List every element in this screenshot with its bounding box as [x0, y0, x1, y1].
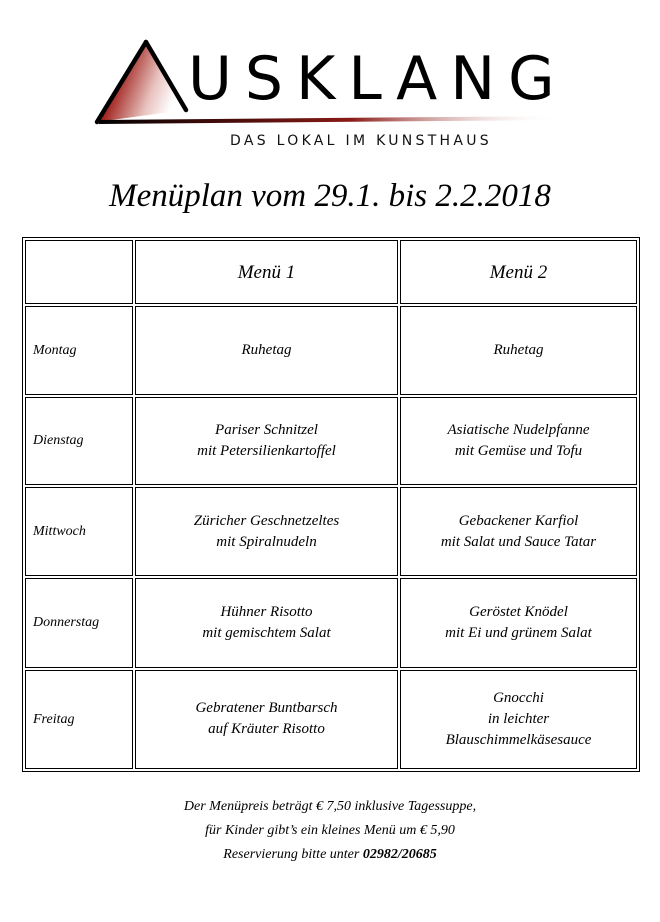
kids-price-line: für Kinder gibt’s ein kleines Menü um € 5,90: [205, 823, 455, 838]
dish-line: Asiatische Nudelpfanne: [447, 421, 590, 438]
logo: [0, 0, 660, 160]
dish-line: mit gemischtem Salat: [202, 624, 331, 641]
dish-line: Ruhetag: [241, 341, 292, 358]
table-row: [25, 306, 637, 394]
logo-tagline: DAS LOKAL IM KUNSTHAUS: [230, 133, 492, 149]
menu2-cell: [400, 306, 637, 394]
menu2-cell: [400, 670, 637, 769]
day-cell: Dienstag: [25, 397, 133, 485]
dish-line: mit Spiralnudeln: [216, 533, 317, 550]
reservation-line: [0, 843, 660, 867]
price-line: Der Menüpreis beträgt € 7,50 inklusive Tagessuppe,: [183, 799, 477, 814]
table-header-cell: [25, 240, 133, 304]
phone-number: 02982/20685: [362, 847, 437, 862]
dish-line: mit Petersilienkartoffel: [197, 442, 336, 459]
dish-line: mit Ei und grünem Salat: [445, 624, 592, 641]
menu1-cell: [135, 670, 398, 769]
page-title: Menüplan vom 29.1. bis 2.2.2018: [109, 178, 551, 214]
menu1-cell: [135, 487, 398, 576]
table-row: [25, 397, 637, 485]
dish-line: Gebratener Buntbarsch: [195, 700, 338, 717]
menu2-cell: [400, 397, 637, 485]
day-cell: Donnerstag: [25, 578, 133, 667]
table-row: [25, 578, 637, 667]
day-cell: Montag: [25, 306, 133, 394]
dish-line: Ruhetag: [493, 341, 544, 358]
day-cell: Freitag: [25, 670, 133, 769]
table-header-cell: Menü 1: [135, 240, 398, 304]
table-header-row: [25, 240, 637, 304]
menu1-cell: [135, 306, 398, 394]
dish-line: Gnocchi: [493, 689, 544, 706]
menu-table: [22, 237, 640, 772]
dish-line: mit Gemüse und Tofu: [454, 442, 583, 459]
dish-line: Hühner Risotto: [220, 603, 313, 620]
dish-line: in leichter: [487, 710, 550, 727]
table-row: [25, 670, 637, 769]
logo-name: USKLANG: [188, 44, 568, 114]
table-row: [25, 487, 637, 576]
menu2-cell: [400, 487, 637, 576]
dish-line: Blauschimmelkäsesauce: [445, 731, 592, 748]
menu1-cell: [135, 397, 398, 485]
day-cell: Mittwoch: [25, 487, 133, 576]
dish-line: Gebackener Karfiol: [458, 512, 579, 529]
dish-line: Pariser Schnitzel: [215, 421, 318, 438]
dish-line: auf Kräuter Risotto: [208, 721, 325, 738]
table-header-cell: Menü 2: [400, 240, 637, 304]
reservation-label: Reservierung bitte unter: [223, 847, 360, 862]
footer: [0, 795, 660, 867]
menu1-cell: [135, 578, 398, 667]
dish-line: Geröstet Knödel: [469, 603, 568, 620]
dish-line: mit Salat und Sauce Tatar: [440, 533, 597, 550]
dish-line: Züricher Geschnetzeltes: [193, 512, 340, 529]
menu2-cell: [400, 578, 637, 667]
